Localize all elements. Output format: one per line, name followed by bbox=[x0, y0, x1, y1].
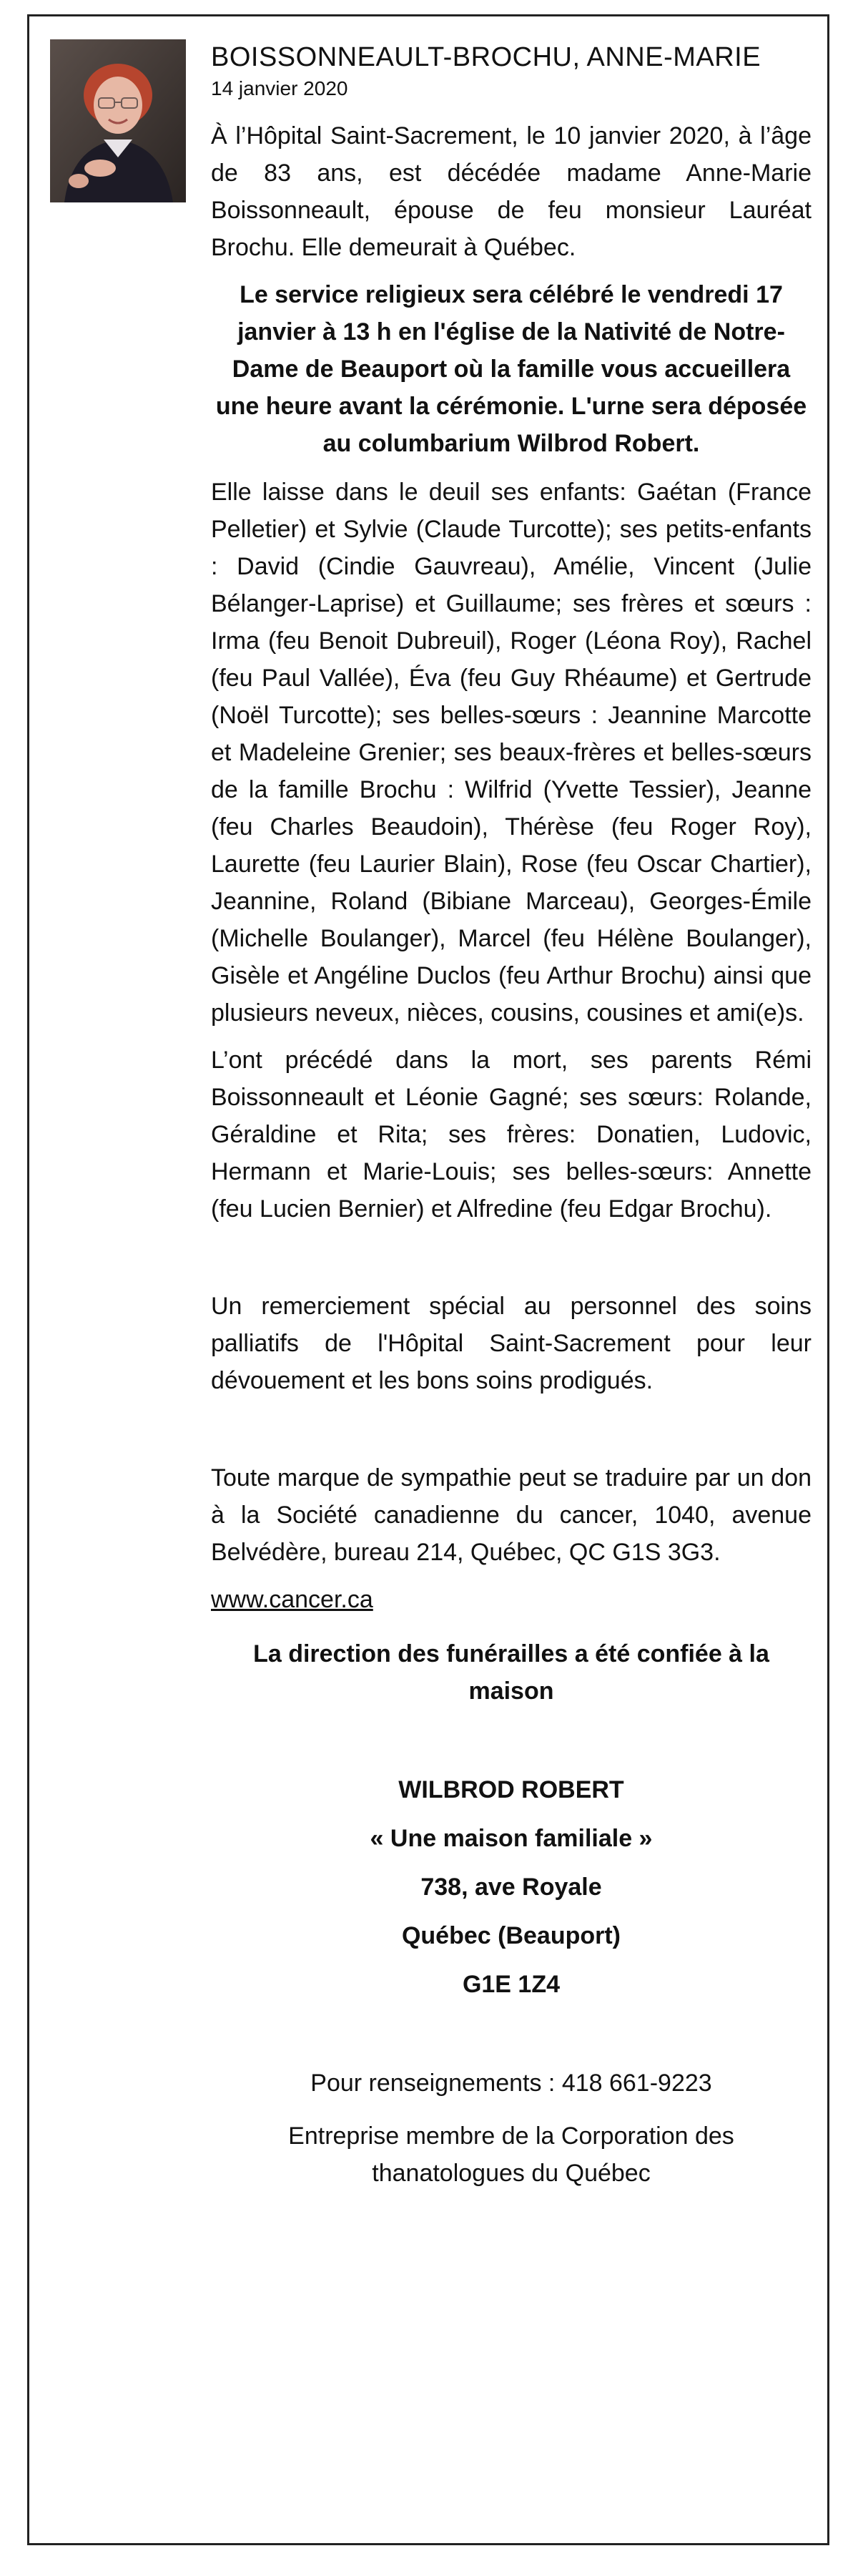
portrait-photo bbox=[50, 39, 186, 202]
obituary-content bbox=[211, 41, 812, 2208]
donation-paragraph: Toute marque de sympathie peut se traduire par un don à la Société canadienne du cancer, 1040, avenue Belvédère, bureau 214, Québec, QC G1S 3G3. bbox=[211, 1464, 812, 1566]
membership-note: Entreprise membre de la Corporation des thanatologues du Québec bbox=[288, 2122, 734, 2187]
info-phone: Pour renseignements : 418 661-9223 bbox=[310, 2070, 712, 2097]
funeral-home-name: WILBROD ROBERT bbox=[398, 1776, 624, 1803]
thanks-paragraph: Un remerciement spécial au personnel des soins palliatifs de l'Hôpital Saint-Sacrement pour leur dévouement et les bons soins prodigués. bbox=[211, 1293, 812, 1394]
funeral-home-city: Québec (Beauport) bbox=[401, 1922, 621, 1949]
funeral-home-postal: G1E 1Z4 bbox=[462, 1971, 561, 1998]
funeral-direction: La direction des funérailles a été confiée à la maison bbox=[253, 1640, 769, 1705]
service-announcement: Le service religieux sera célébré le vendredi 17 janvier à 13 h en l'église de la Nativité de Notre-Dame de Beauport où la famille vous accueillera une heure avant la cérémonie. L'urne sera déposée au columbarium Wilbrod Robert. bbox=[215, 281, 807, 457]
funeral-home-slogan: « Une maison familiale » bbox=[370, 1825, 653, 1852]
donation-link[interactable]: www.cancer.ca bbox=[211, 1586, 373, 1613]
preceded-paragraph: L’ont précédé dans la mort, ses parents Rémi Boissonneault et Léonie Gagné; ses sœurs: Rolande, Géraldine et Rita; ses frères: Donatien, Ludovic, Hermann et Marie-Louis; ses belles-sœurs: Annette (feu Lucien Bernier) et Alfredine (feu Edgar Brochu). bbox=[211, 1047, 812, 1223]
spacer bbox=[211, 1238, 812, 1288]
family-paragraph: Elle laisse dans le deuil ses enfants: Gaétan (France Pelletier) et Sylvie (Claude Turcotte); ses petits-enfants : David (Cindie Gauvreau), Amélie, Vincent (Julie Bélanger-Laprise) et Guillaume; ses frères et sœurs : Irma (feu Benoit Dubreuil), Roger (Léona Roy), Rachel (feu Paul Vallée), Éva (feu Guy Rhéaume) et Gertrude (Noël Turcotte); ses belles-sœurs : Jeannine Marcotte et Madeleine Grenier; ses beaux-frères et belles-sœurs de la famille Brochu : Wilfrid (Yvette Tessier), Jeanne (feu Charles Beaudoin), Thérèse (feu Roger Roy), Laurette (feu Laurier Blain), Rose (feu Oscar Chartier), Jeannine, Roland (Bibiane Marceau), Georges-Émile (Michelle Boulanger), Marcel (feu Hélène Boulanger), Gisèle et Angéline Duclos (feu Arthur Brochu) ainsi que plusieurs neveux, nièces, cousins, cousines et ami(e)s. bbox=[211, 479, 812, 1027]
publication-date: 14 janvier 2020 bbox=[211, 77, 348, 99]
funeral-home-street: 738, ave Royale bbox=[420, 1874, 602, 1901]
deceased-name: BOISSONNEAULT-BROCHU, ANNE-MARIE bbox=[211, 42, 761, 72]
spacer bbox=[211, 1721, 812, 1771]
intro-paragraph: À l’Hôpital Saint-Sacrement, le 10 janvier 2020, à l’âge de 83 ans, est décédée madame Anne-Marie Boissonneault, épouse de feu monsieur Lauréat Brochu. Elle demeurait à Québec. bbox=[211, 122, 812, 261]
spacer bbox=[211, 2014, 812, 2065]
spacer bbox=[211, 1409, 812, 1459]
